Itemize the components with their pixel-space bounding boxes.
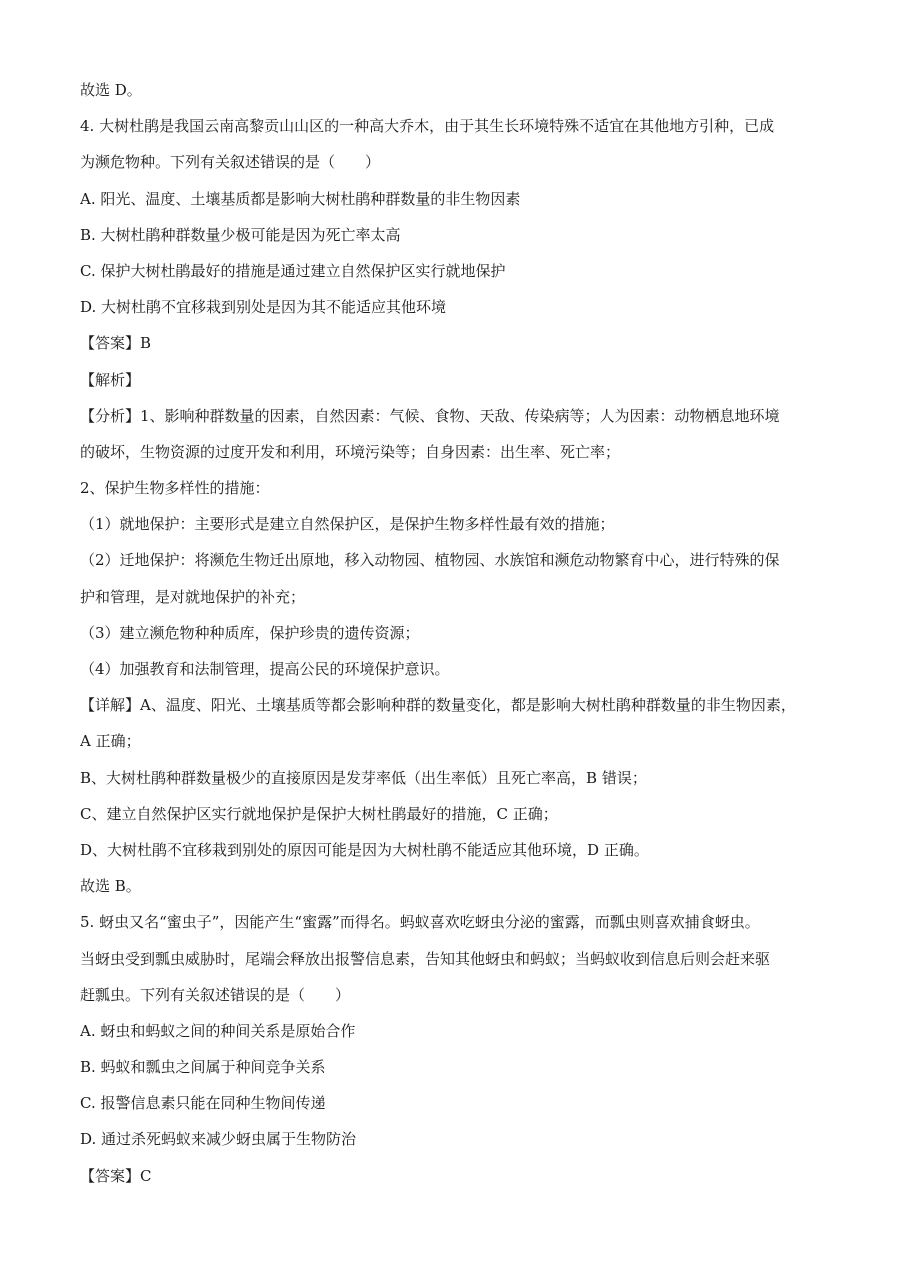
question-5-option-c: C. 报警信息素只能在同种生物间传递 <box>80 1094 326 1113</box>
question-5-option-d: D. 通过杀死蚂蚁来减少蚜虫属于生物防治 <box>80 1130 357 1149</box>
question-4-option-c: C. 保护大树杜鹃最好的措施是通过建立自然保护区实行就地保护 <box>80 261 506 280</box>
analysis-heading: 【解析】 <box>80 370 141 389</box>
analysis-line: （2）迁地保护：将濒危生物迁出原地，移入动物园、植物园、水族馆和濒危动物繁育中心，进行特殊的保 <box>80 551 780 570</box>
question-4-answer: 【答案】B <box>80 334 152 353</box>
question-5-option-b: B. 蚂蚁和瓢虫之间属于种间竞争关系 <box>80 1058 326 1077</box>
question-4-option-a: A. 阳光、温度、土壤基质都是影响大树杜鹃种群数量的非生物因素 <box>80 189 521 208</box>
detail-line: C、建立自然保护区实行就地保护是保护大树杜鹃最好的措施，C 正确； <box>80 804 558 823</box>
detail-line: D、大树杜鹃不宜移栽到别处的原因可能是因为大树杜鹃不能适应其他环境，D 正确。 <box>80 840 649 859</box>
question-4-stem-cont: 为濒危物种。下列有关叙述错误的是（ ） <box>80 153 381 172</box>
detail-line: B、大树杜鹃种群数量极少的直接原因是发芽率低（出生率低）且死亡率高，B 错误； <box>80 768 647 787</box>
analysis-line: 2、保护生物多样性的措施： <box>80 479 270 498</box>
question-4-stem: 4. 大树杜鹃是我国云南高黎贡山山区的一种高大乔木，由于其生长环境特殊不适宜在其他地方引种，已成 <box>80 117 775 136</box>
analysis-line: 【分析】1、影响种群数量的因素，自然因素：气候、食物、天敌、传染病等；人为因素：动物栖息地环境 <box>80 406 780 425</box>
analysis-line: 的破坏，生物资源的过度开发和利用，环境污染等；自身因素：出生率、死亡率； <box>80 442 621 461</box>
analysis-line: （4）加强教育和法制管理，提高公民的环境保护意识。 <box>80 660 450 678</box>
question-5-stem: 5. 蚜虫又名“蜜虫子”，因能产生“蜜露”而得名。蚂蚁喜欢吃蚜虫分泌的蜜露，而瓢虫则喜欢捕食蚜虫。 <box>80 913 760 932</box>
question-5-stem-cont: 当蚜虫受到瓢虫威胁时，尾端会释放出报警信息素，告知其他蚜虫和蚂蚁；当蚂蚁收到信息后则会赶来驱 <box>80 949 771 968</box>
analysis-line: 护和管理，是对就地保护的补充； <box>80 587 306 606</box>
document-page <box>80 72 820 1194</box>
question-4-option-d: D. 大树杜鹃不宜移栽到别处是因为其不能适应其他环境 <box>80 298 447 317</box>
conclusion-line: 故选 B。 <box>80 877 141 896</box>
question-5-stem-cont: 赶瓢虫。下列有关叙述错误的是（ ） <box>80 985 351 1004</box>
analysis-line: （3）建立濒危物种种质库，保护珍贵的遗传资源； <box>80 623 420 642</box>
question-4-option-b: B. 大树杜鹃种群数量少极可能是因为死亡率太高 <box>80 225 401 244</box>
question-5-answer: 【答案】C <box>80 1166 152 1185</box>
detail-line: A 正确； <box>80 732 141 751</box>
detail-line: 【详解】A、温度、阳光、土壤基质等都会影响种群的数量变化，都是影响大树杜鹃种群数量的非生物因素， <box>80 696 796 715</box>
analysis-line: （1）就地保护：主要形式是建立自然保护区，是保护生物多样性最有效的措施； <box>80 515 615 534</box>
question-5-option-a: A. 蚜虫和蚂蚁之间的种间关系是原始合作 <box>80 1021 356 1040</box>
conclusion-line: 故选 D。 <box>80 81 142 99</box>
